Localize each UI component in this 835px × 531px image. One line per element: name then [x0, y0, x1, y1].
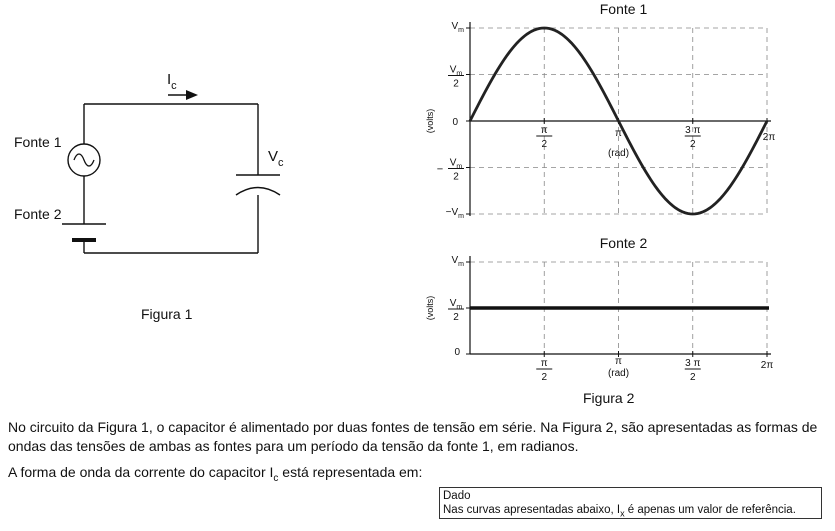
dc-source-icon [62, 224, 106, 240]
x-label-pi-half-num: π [540, 125, 548, 136]
y-label-neg-vm: $-V_m$ [445, 207, 464, 220]
y-label-neg-vm-half [448, 158, 464, 183]
y-label-zero: 0 [454, 347, 460, 358]
y-label-vm-half [448, 298, 464, 323]
x-label-3pi-half [685, 358, 701, 383]
dado-text: Nas curvas apresentadas abaixo, $I_x$ é apenas um valor de referência. [443, 504, 796, 519]
chart-title: Fonte 2 [599, 235, 648, 251]
dado-title: Dado [443, 490, 471, 502]
x-label-3pi-half-num: 3 π [685, 358, 701, 369]
x-label-pi-half [536, 358, 552, 383]
chart-fonte2 [425, 235, 773, 383]
y-label-vm-half-num: $V_m$ [449, 298, 463, 311]
x-label-3pi-half-den: 2 [689, 139, 696, 150]
capacitor-label: $V_c$ [268, 148, 284, 169]
y-label-vm: $V_m$ [451, 21, 464, 34]
figure2-charts [400, 0, 835, 395]
y-label-vm-half-den: 2 [453, 312, 459, 323]
current-label: $I_c$ [167, 71, 177, 92]
source2-label: Fonte 2 [14, 206, 62, 222]
y-label-vm-half-num: $V_m$ [449, 64, 463, 78]
x-label-3pi-half-den: 2 [689, 372, 696, 383]
y-label-zero: 0 [452, 117, 458, 128]
circuit-wires [84, 104, 258, 253]
x-label-pi: π [615, 356, 622, 367]
x-label-2pi: 2π [760, 360, 774, 371]
figure2-caption: Figura 2 [583, 390, 635, 406]
x-label-rad: (rad) [607, 148, 630, 159]
figure1-caption: Figura 1 [141, 306, 193, 322]
x-label-pi: π [615, 128, 622, 139]
y-label-neg-vm-half-num: $V_m$ [449, 157, 463, 171]
y-label-neg-vm-half-den: 2 [453, 171, 459, 183]
chart-title: Fonte 1 [599, 1, 648, 17]
capacitor-icon [236, 175, 280, 195]
ac-source-icon [68, 144, 100, 176]
x-label-pi-half-den: 2 [541, 372, 548, 383]
dado-box [439, 487, 822, 519]
source1-label: Fonte 1 [14, 134, 62, 150]
figure1-circuit [0, 60, 300, 340]
x-label-pi-half-num: π [540, 358, 548, 369]
paragraph-question: A forma de onda da corrente do capacitor $I_c$ está representada em: [8, 464, 423, 484]
y-axis-label: (volts) [425, 295, 435, 321]
paragraph-intro: No circuito da Figura 1, o capacitor é alimentado por duas fontes de tensão em série. Na Figura 2, são apresentadas as formas de ondas das tensões de ambas as fontes para um período da tensão da fonte 1, em radianos. [8, 419, 818, 454]
x-label-rad: (rad) [607, 368, 630, 379]
y-label-neg-sign: − [436, 163, 444, 176]
x-label-2pi: 2π [762, 132, 776, 143]
x-label-3pi-half-num: 3 π [685, 125, 701, 136]
y-axis-label: (volts) [425, 108, 435, 134]
x-label-pi-half-den: 2 [541, 139, 548, 150]
y-label-vm-half [448, 65, 464, 90]
y-label-vm: $V_m$ [451, 255, 464, 268]
chart-fonte1 [425, 1, 775, 220]
y-label-vm-half-den: 2 [453, 78, 459, 90]
